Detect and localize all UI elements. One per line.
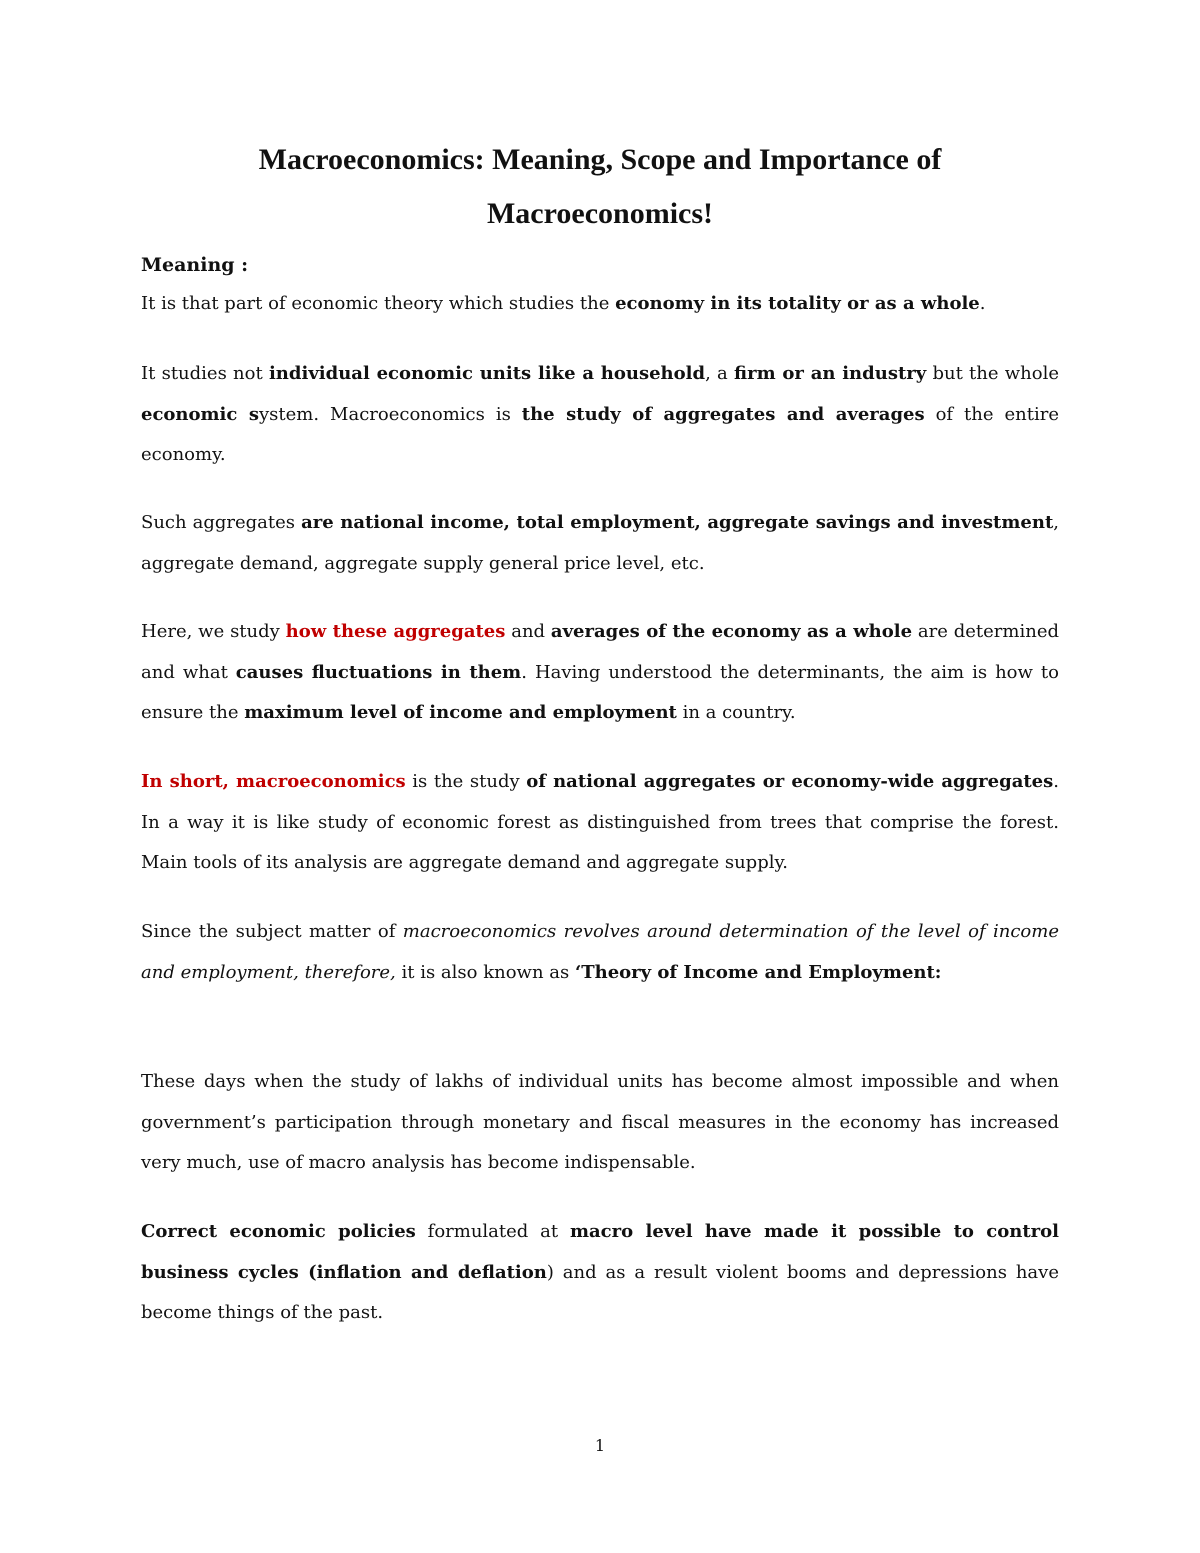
text-run: but the whole	[926, 363, 1060, 384]
text-run: are determined and what	[141, 621, 1060, 683]
paragraph-theory-of-income	[141, 912, 1059, 993]
text-run: ) and as a result violent booms and depressions have become things of the past.	[141, 1261, 1059, 1324]
text-run: is the study	[405, 771, 527, 792]
paragraph-determinants	[141, 612, 1059, 734]
bold-run: economy in its totality or as a whole	[615, 293, 980, 314]
meaning-heading: Meaning :	[141, 254, 249, 276]
bold-run: firm or an industry	[734, 363, 927, 384]
paragraph-definition	[141, 284, 1059, 325]
bold-run: Correct economic policies	[141, 1221, 416, 1242]
bold-run: maximum level of income and employment	[244, 702, 677, 724]
bold-run: are national income, total employment, aggregate savings and investment	[301, 512, 1054, 533]
text-run: Since the subject matter of	[141, 921, 403, 942]
document-title-line-1: Macroeconomics: Meaning, Scope and Importance of	[258, 143, 942, 176]
paragraph-in-short	[141, 762, 1059, 884]
text-run: and	[505, 621, 551, 642]
text-run: of the entire economy.	[141, 403, 1059, 466]
page-number: 1	[594, 1436, 606, 1455]
bold-run: causes fluctuations in them	[235, 661, 522, 683]
bold-run: individual economic units like a household	[268, 363, 706, 384]
text-run: in a country.	[676, 702, 796, 724]
text-run: , aggregate demand, aggregate supply general price level, etc.	[141, 512, 1059, 574]
paragraph-aggregates-list	[141, 503, 1059, 584]
text-run: These days when the study of lakhs of individual units has become almost impossible and when government’s participation through monetary and fiscal measures in the economy has increased very much, use of macro analysis has become indispensable.	[141, 1071, 1059, 1174]
text-run: Here, we study	[141, 621, 286, 642]
red-highlight-run: In short, macroeconomics	[141, 771, 406, 792]
red-highlight-run: how these aggregates	[285, 621, 506, 642]
text-run: .	[979, 293, 986, 314]
text-run: formulated at	[415, 1221, 570, 1242]
bold-run: of national aggregates or economy-wide aggregates	[526, 771, 1054, 792]
paragraph-aggregates-study	[141, 354, 1059, 476]
text-run: It studies not	[141, 363, 269, 384]
text-run: . Having understood the determinants, the aim is how to ensure the	[141, 661, 1059, 724]
paragraph-indispensable	[141, 1062, 1059, 1184]
bold-run: macro level have made it possible to control business cycles (inflation and deflation	[141, 1221, 1060, 1283]
text-run: Such aggregates	[141, 512, 302, 533]
text-run: , a	[705, 363, 735, 384]
document-title-line-2: Macroeconomics!	[486, 197, 714, 230]
italic-run: macroeconomics revolves around determination of the level of income and employment, therefore,	[141, 921, 1059, 983]
text-run: . In a way it is like study of economic forest as distinguished from trees that comprise the forest. Main tools of its analysis are aggregate demand and aggregate supply.	[141, 771, 1059, 874]
text-run: ystem. Macroeconomics is	[259, 403, 522, 425]
bold-run: the study of aggregates and averages	[521, 403, 925, 425]
bold-run: averages of the economy as a whole	[550, 621, 913, 642]
bold-run: economic s	[141, 403, 259, 425]
bold-run: ‘Theory of Income and Employment:	[574, 961, 942, 983]
text-run: it is also known as	[395, 961, 575, 983]
text-run: It is that part of economic theory which studies the	[141, 293, 616, 314]
paragraph-policies	[141, 1212, 1059, 1334]
